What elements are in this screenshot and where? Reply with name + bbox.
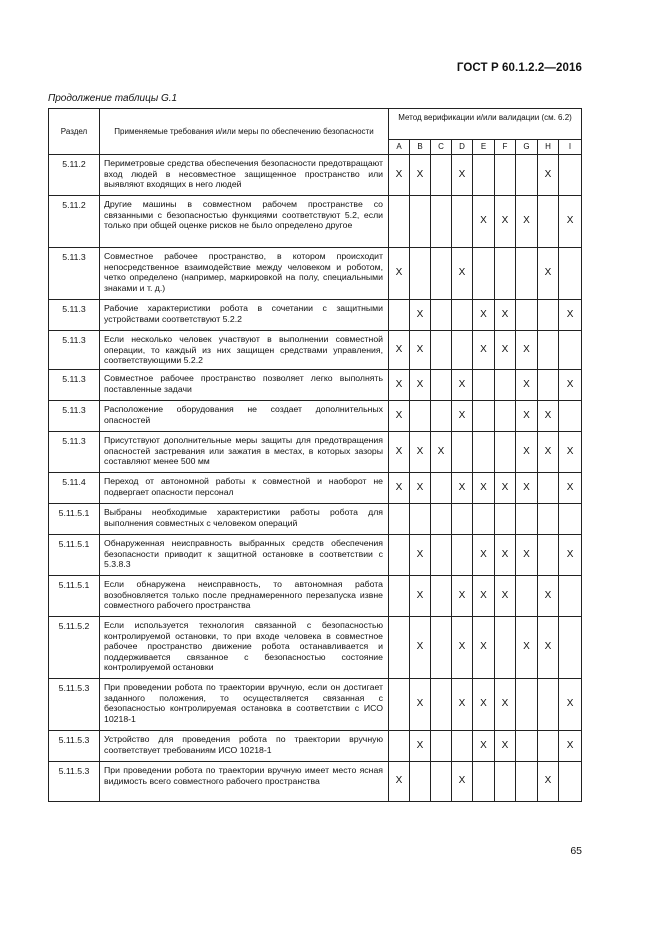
method-mark-cell: X (389, 370, 410, 401)
method-mark-cell: X (516, 535, 538, 576)
method-mark-cell: X (452, 762, 473, 802)
method-mark-cell (538, 731, 559, 762)
method-mark-cell (389, 300, 410, 331)
method-mark-cell (452, 504, 473, 535)
method-mark-cell (559, 401, 582, 432)
method-mark-cell (410, 401, 431, 432)
requirement-cell: Совместное рабочее пространство, в котором происходит непосредственное взаимодействие между человеком и роботом, четко определено (например, маркировкой на полу, специальными знаками и т. д.) (100, 248, 389, 300)
method-mark-cell (495, 248, 516, 300)
method-mark-cell: X (495, 331, 516, 370)
method-mark-cell (389, 504, 410, 535)
method-mark-cell (452, 300, 473, 331)
method-mark-cell (516, 679, 538, 731)
method-mark-cell: X (538, 617, 559, 679)
method-mark-cell: X (538, 576, 559, 617)
method-mark-cell: X (495, 535, 516, 576)
page-number: 65 (570, 845, 582, 857)
requirement-cell: При проведении робота по траектории вручную имеет место ясная видимость всего совместного рабочего пространства (100, 762, 389, 802)
section-cell: 5.11.5.1 (49, 504, 100, 535)
method-mark-cell (538, 370, 559, 401)
method-mark-cell: X (431, 432, 452, 473)
method-letter: B (410, 140, 431, 155)
method-mark-cell (431, 731, 452, 762)
method-mark-cell: X (410, 731, 431, 762)
section-cell: 5.11.5.3 (49, 679, 100, 731)
method-mark-cell (431, 370, 452, 401)
table-row (49, 432, 582, 473)
method-mark-cell (516, 248, 538, 300)
method-mark-cell: X (495, 576, 516, 617)
method-mark-cell (410, 248, 431, 300)
method-mark-cell: X (410, 300, 431, 331)
method-mark-cell (431, 762, 452, 802)
method-mark-cell (473, 155, 495, 196)
method-mark-cell (516, 731, 538, 762)
method-mark-cell: X (410, 155, 431, 196)
method-mark-cell (452, 331, 473, 370)
method-mark-cell (559, 155, 582, 196)
method-mark-cell (389, 679, 410, 731)
section-cell: 5.11.3 (49, 401, 100, 432)
method-mark-cell: X (516, 370, 538, 401)
requirement-cell: Обнаруженная неисправность выбранных средств обеспечения безопасности приводит к защитной остановке в соответствии с 5.3.8.3 (100, 535, 389, 576)
method-mark-cell (389, 617, 410, 679)
method-mark-cell (473, 762, 495, 802)
requirement-cell: Присутствуют дополнительные меры защиты для предотвращения опасностей застревания или зажатия в местах, в которых зазоры составляют менее 500 мм (100, 432, 389, 473)
method-mark-cell (538, 196, 559, 248)
method-mark-cell: X (516, 617, 538, 679)
method-mark-cell (538, 331, 559, 370)
method-mark-cell: X (495, 196, 516, 248)
method-letter: A (389, 140, 410, 155)
method-mark-cell: X (473, 576, 495, 617)
section-cell: 5.11.5.3 (49, 762, 100, 802)
requirement-cell: Расположение оборудования не создает дополнительных опасностей (100, 401, 389, 432)
method-mark-cell (431, 617, 452, 679)
table-row (49, 679, 582, 731)
section-cell: 5.11.5.1 (49, 576, 100, 617)
method-mark-cell: X (473, 679, 495, 731)
method-mark-cell: X (495, 473, 516, 504)
method-letter: C (431, 140, 452, 155)
method-mark-cell (410, 504, 431, 535)
section-cell: 5.11.5.1 (49, 535, 100, 576)
method-mark-cell: X (495, 300, 516, 331)
method-mark-cell: X (410, 679, 431, 731)
method-letter: G (516, 140, 538, 155)
method-mark-cell (431, 504, 452, 535)
method-mark-cell: X (452, 401, 473, 432)
method-mark-cell (473, 432, 495, 473)
method-mark-cell: X (389, 432, 410, 473)
method-mark-cell: X (559, 196, 582, 248)
method-mark-cell: X (452, 248, 473, 300)
method-mark-cell (431, 679, 452, 731)
method-mark-cell (431, 331, 452, 370)
method-mark-cell: X (389, 155, 410, 196)
method-mark-cell: X (389, 248, 410, 300)
method-mark-cell: X (389, 473, 410, 504)
section-cell: 5.11.2 (49, 155, 100, 196)
method-letter: I (559, 140, 582, 155)
section-cell: 5.11.3 (49, 370, 100, 401)
method-mark-cell: X (389, 401, 410, 432)
method-mark-cell (389, 196, 410, 248)
section-cell: 5.11.5.2 (49, 617, 100, 679)
method-mark-cell: X (538, 762, 559, 802)
method-mark-cell (495, 401, 516, 432)
method-mark-cell: X (410, 331, 431, 370)
section-cell: 5.11.3 (49, 432, 100, 473)
method-mark-cell (495, 370, 516, 401)
method-mark-cell: X (452, 473, 473, 504)
method-mark-cell: X (452, 576, 473, 617)
method-mark-cell (389, 576, 410, 617)
method-mark-cell (516, 762, 538, 802)
method-mark-cell (538, 535, 559, 576)
section-cell: 5.11.3 (49, 300, 100, 331)
method-mark-cell: X (516, 196, 538, 248)
method-mark-cell (516, 504, 538, 535)
method-mark-cell: X (516, 473, 538, 504)
section-cell: 5.11.3 (49, 248, 100, 300)
method-mark-cell (473, 504, 495, 535)
section-cell: 5.11.4 (49, 473, 100, 504)
method-mark-cell (559, 762, 582, 802)
method-mark-cell (495, 617, 516, 679)
method-mark-cell: X (410, 473, 431, 504)
header-requirements: Применяемые требования и/или меры по обеспечению безопасности (100, 109, 389, 155)
method-mark-cell: X (516, 331, 538, 370)
method-mark-cell: X (559, 535, 582, 576)
method-mark-cell: X (473, 300, 495, 331)
method-mark-cell: X (559, 679, 582, 731)
method-mark-cell: X (559, 300, 582, 331)
method-mark-cell: X (389, 762, 410, 802)
method-mark-cell (431, 248, 452, 300)
table-row (49, 535, 582, 576)
table-row (49, 762, 582, 802)
header-section: Раздел (49, 109, 100, 155)
table-row (49, 731, 582, 762)
method-mark-cell: X (473, 731, 495, 762)
method-mark-cell (389, 731, 410, 762)
header-method: Метод верификации и/или валидации (см. 6.2) (389, 109, 582, 140)
table-row (49, 331, 582, 370)
table-row (49, 576, 582, 617)
method-mark-cell (559, 576, 582, 617)
method-mark-cell (495, 432, 516, 473)
method-mark-cell (495, 762, 516, 802)
method-mark-cell: X (538, 432, 559, 473)
method-mark-cell: X (473, 617, 495, 679)
method-mark-cell: X (473, 196, 495, 248)
method-mark-cell (410, 196, 431, 248)
method-mark-cell (410, 762, 431, 802)
method-mark-cell (495, 155, 516, 196)
requirement-cell: Если несколько человек участвуют в выполнении совместной операции, то каждый из них защищен средствами управления, соответствующими 5.2.2 (100, 331, 389, 370)
method-mark-cell: X (495, 679, 516, 731)
method-mark-cell: X (410, 370, 431, 401)
method-mark-cell (559, 248, 582, 300)
section-cell: 5.11.3 (49, 331, 100, 370)
method-mark-cell: X (410, 617, 431, 679)
method-mark-cell: X (473, 535, 495, 576)
method-mark-cell (452, 196, 473, 248)
method-mark-cell (431, 300, 452, 331)
method-mark-cell: X (473, 331, 495, 370)
method-mark-cell (538, 473, 559, 504)
method-mark-cell (559, 331, 582, 370)
method-letter: D (452, 140, 473, 155)
table-row (49, 370, 582, 401)
method-letter: E (473, 140, 495, 155)
method-mark-cell: X (452, 370, 473, 401)
method-mark-cell (538, 300, 559, 331)
requirement-cell: Выбраны необходимые характеристики работы робота для выполнения совместных с человеком операций (100, 504, 389, 535)
table-row (49, 504, 582, 535)
method-mark-cell: X (559, 473, 582, 504)
method-mark-cell: X (495, 731, 516, 762)
method-mark-cell (516, 576, 538, 617)
method-mark-cell (431, 401, 452, 432)
method-mark-cell: X (559, 432, 582, 473)
requirement-cell: Другие машины в совместном рабочем пространстве со связанными с безопасностью функциями соответствуют 5.2, если только при общей оценке рисков не было определено другое (100, 196, 389, 248)
requirement-cell: Устройство для проведения робота по траектории вручную соответствует требованиям ИСО 10218-1 (100, 731, 389, 762)
method-mark-cell: X (538, 155, 559, 196)
method-letter: F (495, 140, 516, 155)
method-mark-cell (495, 504, 516, 535)
requirement-cell: Если используется технология связанной с безопасностью контролируемой остановки, то при входе человека в совместное рабочее пространство движение робота останавливается и поддерживается связанное с безопасностью состояние контролируемой остановки (100, 617, 389, 679)
table-row (49, 617, 582, 679)
method-mark-cell (452, 432, 473, 473)
method-mark-cell: X (410, 535, 431, 576)
method-mark-cell (452, 731, 473, 762)
method-mark-cell (516, 300, 538, 331)
method-mark-cell: X (559, 370, 582, 401)
method-mark-cell (431, 576, 452, 617)
method-mark-cell: X (516, 401, 538, 432)
requirement-cell: Рабочие характеристики робота в сочетании с защитными устройствами соответствуют 5.2.2 (100, 300, 389, 331)
method-mark-cell (559, 617, 582, 679)
table-row (49, 248, 582, 300)
method-mark-cell: X (389, 331, 410, 370)
method-mark-cell (431, 473, 452, 504)
requirement-cell: Если обнаружена неисправность, то автономная работа возобновляется только после преднамеренного перезапуска извне совместного рабочего пространства (100, 576, 389, 617)
method-mark-cell: X (410, 576, 431, 617)
method-mark-cell (473, 401, 495, 432)
method-mark-cell (538, 504, 559, 535)
method-mark-cell: X (473, 473, 495, 504)
method-mark-cell: X (452, 155, 473, 196)
table-row (49, 401, 582, 432)
method-mark-cell (559, 504, 582, 535)
method-letter: H (538, 140, 559, 155)
method-mark-cell: X (516, 432, 538, 473)
method-mark-cell (452, 535, 473, 576)
table-row (49, 196, 582, 248)
method-mark-cell (431, 196, 452, 248)
method-mark-cell: X (538, 248, 559, 300)
verification-table (48, 108, 582, 802)
table-row (49, 473, 582, 504)
method-mark-cell: X (452, 679, 473, 731)
requirement-cell: Совместное рабочее пространство позволяет легко выполнять поставленные задачи (100, 370, 389, 401)
method-mark-cell (473, 248, 495, 300)
table-row (49, 155, 582, 196)
method-mark-cell (389, 535, 410, 576)
method-mark-cell: X (559, 731, 582, 762)
document-code: ГОСТ Р 60.1.2.2—2016 (456, 62, 582, 74)
method-mark-cell (473, 370, 495, 401)
requirement-cell: Периметровые средства обеспечения безопасности предотвращают вход людей в несовместное защищенное пространство или выявляют входящих в него людей (100, 155, 389, 196)
requirement-cell: При проведении робота по траектории вручную, если он достигает заданного положения, то осуществляется связанная с безопасностью контролируемая остановка в соответствии с ИСО 10218-1 (100, 679, 389, 731)
table-row (49, 300, 582, 331)
method-mark-cell (431, 535, 452, 576)
method-mark-cell (516, 155, 538, 196)
requirement-cell: Переход от автономной работы к совместной и наоборот не подвергает опасности персонал (100, 473, 389, 504)
method-mark-cell (431, 155, 452, 196)
method-mark-cell (538, 679, 559, 731)
method-mark-cell: X (452, 617, 473, 679)
table-body (49, 155, 582, 802)
table-caption: Продолжение таблицы G.1 (48, 93, 178, 104)
section-cell: 5.11.5.3 (49, 731, 100, 762)
section-cell: 5.11.2 (49, 196, 100, 248)
method-mark-cell: X (538, 401, 559, 432)
method-mark-cell: X (410, 432, 431, 473)
